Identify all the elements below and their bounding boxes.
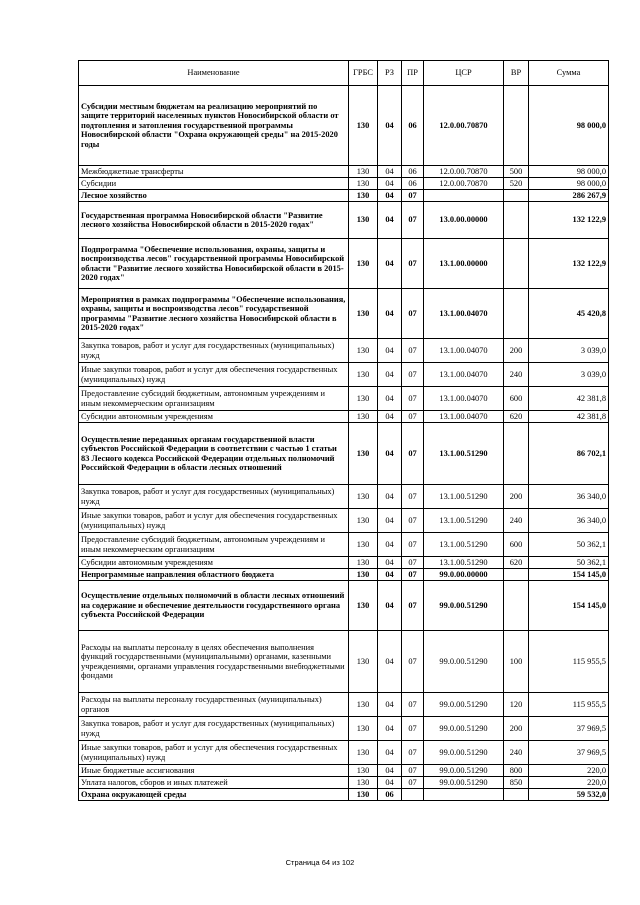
cell-pr: 07	[402, 777, 424, 789]
table-row	[79, 289, 609, 339]
cell-sum: 42 381,8	[529, 387, 609, 411]
cell-rz: 04	[378, 166, 402, 178]
cell-csr: 99.0.00.51290	[424, 777, 504, 789]
table-row	[79, 423, 609, 485]
header-vr: ВР	[504, 61, 529, 86]
cell-sum: 115 955,5	[529, 693, 609, 717]
cell-grbs: 130	[349, 423, 378, 485]
table-row	[79, 239, 609, 289]
cell-vr	[504, 569, 529, 581]
table-row	[79, 765, 609, 777]
cell-grbs: 130	[349, 631, 378, 693]
table-row	[79, 339, 609, 363]
cell-name: Иные закупки товаров, работ и услуг для обеспечения государственных (муниципальных) нужд	[79, 363, 349, 387]
table-row	[79, 557, 609, 569]
cell-pr: 06	[402, 86, 424, 166]
cell-name: Осуществление отдельных полномочий в области лесных отношений на содержание и обеспечение деятельности государственного органа субъекта Российской Федерации	[79, 581, 349, 631]
cell-sum: 42 381,8	[529, 411, 609, 423]
cell-vr: 200	[504, 339, 529, 363]
cell-pr: 07	[402, 581, 424, 631]
cell-rz: 04	[378, 339, 402, 363]
cell-pr: 07	[402, 339, 424, 363]
cell-csr: 13.1.00.51290	[424, 557, 504, 569]
cell-grbs: 130	[349, 693, 378, 717]
cell-grbs: 130	[349, 533, 378, 557]
cell-name: Субсидии местным бюджетам на реализацию мероприятий по защите территорий населенных пунктов Новосибирской области от подтопления и затопления государственной программы Новосибирской области "Охрана окружающей среды" на 2015-2020 годы	[79, 86, 349, 166]
cell-vr: 100	[504, 631, 529, 693]
cell-vr: 620	[504, 557, 529, 569]
cell-vr	[504, 789, 529, 801]
cell-csr: 12.0.00.70870	[424, 166, 504, 178]
table-row	[79, 693, 609, 717]
cell-name: Непрограммные направления областного бюджета	[79, 569, 349, 581]
cell-rz: 04	[378, 741, 402, 765]
cell-sum: 98 000,0	[529, 178, 609, 190]
table-row	[79, 717, 609, 741]
cell-rz: 04	[378, 485, 402, 509]
table-row	[79, 411, 609, 423]
table-row	[79, 202, 609, 239]
cell-pr: 07	[402, 387, 424, 411]
cell-pr: 07	[402, 423, 424, 485]
cell-pr: 07	[402, 363, 424, 387]
table-row	[79, 581, 609, 631]
cell-csr: 99.0.00.00000	[424, 569, 504, 581]
cell-name: Предоставление субсидий бюджетным, автономным учреждениям и иным некоммерческим организациям	[79, 387, 349, 411]
cell-grbs: 130	[349, 765, 378, 777]
cell-pr: 07	[402, 557, 424, 569]
cell-vr: 240	[504, 509, 529, 533]
cell-vr: 120	[504, 693, 529, 717]
cell-vr	[504, 581, 529, 631]
cell-name: Охрана окружающей среды	[79, 789, 349, 801]
cell-csr: 13.1.00.04070	[424, 339, 504, 363]
header-pr: ПР	[402, 61, 424, 86]
cell-sum: 98 000,0	[529, 166, 609, 178]
cell-sum: 37 969,5	[529, 741, 609, 765]
cell-name: Закупка товаров, работ и услуг для государственных (муниципальных) нужд	[79, 485, 349, 509]
cell-grbs: 130	[349, 581, 378, 631]
cell-csr: 13.0.00.00000	[424, 202, 504, 239]
cell-pr: 07	[402, 190, 424, 202]
cell-sum: 220,0	[529, 765, 609, 777]
cell-sum: 50 362,1	[529, 533, 609, 557]
cell-sum: 132 122,9	[529, 239, 609, 289]
cell-pr: 06	[402, 166, 424, 178]
cell-csr: 99.0.00.51290	[424, 717, 504, 741]
cell-vr	[504, 289, 529, 339]
page-number: Страница 64 из 102	[285, 858, 355, 867]
cell-rz: 04	[378, 202, 402, 239]
cell-name: Иные закупки товаров, работ и услуг для обеспечения государственных (муниципальных) нужд	[79, 741, 349, 765]
cell-vr: 600	[504, 533, 529, 557]
cell-pr: 07	[402, 741, 424, 765]
cell-rz: 04	[378, 190, 402, 202]
cell-sum: 154 145,0	[529, 569, 609, 581]
header-name: Наименование	[79, 61, 349, 86]
cell-grbs: 130	[349, 717, 378, 741]
cell-name: Расходы на выплаты персоналу государственных (муниципальных) органов	[79, 693, 349, 717]
cell-pr: 07	[402, 569, 424, 581]
cell-sum: 50 362,1	[529, 557, 609, 569]
cell-pr: 07	[402, 202, 424, 239]
cell-name: Субсидии автономным учреждениям	[79, 411, 349, 423]
cell-vr: 850	[504, 777, 529, 789]
cell-grbs: 130	[349, 239, 378, 289]
cell-rz: 04	[378, 411, 402, 423]
header-rz: РЗ	[378, 61, 402, 86]
cell-csr: 12.0.00.70870	[424, 178, 504, 190]
cell-name: Иные бюджетные ассигнования	[79, 765, 349, 777]
cell-csr	[424, 190, 504, 202]
cell-grbs: 130	[349, 789, 378, 801]
cell-rz: 04	[378, 289, 402, 339]
cell-grbs: 130	[349, 411, 378, 423]
table-row	[79, 631, 609, 693]
cell-vr: 200	[504, 717, 529, 741]
cell-csr: 13.1.00.00000	[424, 239, 504, 289]
cell-rz: 04	[378, 777, 402, 789]
cell-rz: 06	[378, 789, 402, 801]
cell-rz: 04	[378, 581, 402, 631]
cell-sum: 132 122,9	[529, 202, 609, 239]
cell-name: Мероприятия в рамках подпрограммы "Обеспечение использования, охраны, защиты и воспроизводства лесов" государственной программы "Развитие лесного хозяйства Новосибирской области в 2015-2020 годах"	[79, 289, 349, 339]
cell-pr: 07	[402, 631, 424, 693]
table-row	[79, 190, 609, 202]
cell-vr: 240	[504, 363, 529, 387]
cell-grbs: 130	[349, 339, 378, 363]
cell-name: Предоставление субсидий бюджетным, автономным учреждениям и иным некоммерческим организациям	[79, 533, 349, 557]
table-header-row	[79, 61, 609, 86]
cell-grbs: 130	[349, 178, 378, 190]
cell-rz: 04	[378, 239, 402, 289]
header-grbs: ГРБС	[349, 61, 378, 86]
cell-sum: 36 340,0	[529, 485, 609, 509]
cell-rz: 04	[378, 765, 402, 777]
cell-vr: 520	[504, 178, 529, 190]
table-row	[79, 166, 609, 178]
cell-grbs: 130	[349, 387, 378, 411]
cell-rz: 04	[378, 533, 402, 557]
cell-sum: 154 145,0	[529, 581, 609, 631]
cell-csr: 13.1.00.51290	[424, 485, 504, 509]
cell-vr: 240	[504, 741, 529, 765]
cell-name: Подпрограмма "Обеспечение использования, охраны, защиты и воспроизводства лесов" государственной программы Новосибирской области "Развитие лесного хозяйства Новосибирской области в 2015-2020 годах"	[79, 239, 349, 289]
cell-csr: 13.1.00.04070	[424, 289, 504, 339]
cell-rz: 04	[378, 387, 402, 411]
cell-pr: 07	[402, 239, 424, 289]
cell-name: Межбюджетные трансферты	[79, 166, 349, 178]
cell-name: Государственная программа Новосибирской области "Развитие лесного хозяйства Новосибирской области в 2015-2020 годах"	[79, 202, 349, 239]
cell-sum: 220,0	[529, 777, 609, 789]
cell-name: Закупка товаров, работ и услуг для государственных (муниципальных) нужд	[79, 339, 349, 363]
cell-sum: 45 420,8	[529, 289, 609, 339]
cell-vr: 600	[504, 387, 529, 411]
cell-csr: 13.1.00.04070	[424, 387, 504, 411]
cell-vr	[504, 239, 529, 289]
table-row	[79, 485, 609, 509]
cell-rz: 04	[378, 363, 402, 387]
cell-csr: 99.0.00.51290	[424, 693, 504, 717]
cell-grbs: 130	[349, 569, 378, 581]
cell-rz: 04	[378, 423, 402, 485]
cell-vr: 200	[504, 485, 529, 509]
header-sum: Сумма	[529, 61, 609, 86]
table-row	[79, 178, 609, 190]
cell-sum: 86 702,1	[529, 423, 609, 485]
cell-rz: 04	[378, 569, 402, 581]
cell-csr: 13.1.00.51290	[424, 423, 504, 485]
cell-grbs: 130	[349, 557, 378, 569]
cell-csr: 99.0.00.51290	[424, 631, 504, 693]
cell-rz: 04	[378, 86, 402, 166]
cell-name: Субсидии	[79, 178, 349, 190]
cell-pr: 07	[402, 765, 424, 777]
cell-vr	[504, 86, 529, 166]
cell-vr: 500	[504, 166, 529, 178]
cell-pr: 06	[402, 178, 424, 190]
cell-name: Осуществление переданных органам государственной власти субъектов Российской Федерации в соответствии с частью 1 статьи 83 Лесного кодекса Российской Федерации отдельных полномочий Российской Федерации в области лесных отношений	[79, 423, 349, 485]
cell-rz: 04	[378, 178, 402, 190]
cell-sum: 59 532,0	[529, 789, 609, 801]
cell-rz: 04	[378, 557, 402, 569]
table-row	[79, 509, 609, 533]
cell-pr: 07	[402, 717, 424, 741]
cell-csr: 13.1.00.04070	[424, 411, 504, 423]
cell-sum: 286 267,9	[529, 190, 609, 202]
table-row	[79, 533, 609, 557]
cell-rz: 04	[378, 717, 402, 741]
cell-grbs: 130	[349, 86, 378, 166]
cell-grbs: 130	[349, 777, 378, 789]
cell-csr	[424, 789, 504, 801]
cell-vr	[504, 423, 529, 485]
cell-grbs: 130	[349, 289, 378, 339]
cell-csr: 99.0.00.51290	[424, 741, 504, 765]
cell-vr	[504, 202, 529, 239]
cell-name: Иные закупки товаров, работ и услуг для обеспечения государственных (муниципальных) нужд	[79, 509, 349, 533]
cell-grbs: 130	[349, 363, 378, 387]
cell-name: Уплата налогов, сборов и иных платежей	[79, 777, 349, 789]
cell-vr: 620	[504, 411, 529, 423]
table-row	[79, 777, 609, 789]
table-row	[79, 569, 609, 581]
table-row	[79, 387, 609, 411]
table-row	[79, 86, 609, 166]
cell-rz: 04	[378, 509, 402, 533]
cell-rz: 04	[378, 631, 402, 693]
cell-grbs: 130	[349, 202, 378, 239]
cell-csr: 99.0.00.51290	[424, 581, 504, 631]
header-csr: ЦСР	[424, 61, 504, 86]
cell-grbs: 130	[349, 741, 378, 765]
cell-csr: 13.1.00.04070	[424, 363, 504, 387]
cell-csr: 99.0.00.51290	[424, 765, 504, 777]
cell-pr: 07	[402, 509, 424, 533]
table-row	[79, 741, 609, 765]
cell-name: Расходы на выплаты персоналу в целях обеспечения выполнения функций государственными (муниципальными) органами, казенными учреждениями, органами управления государственными внебюджетными фондами	[79, 631, 349, 693]
cell-pr: 07	[402, 411, 424, 423]
table-row	[79, 789, 609, 801]
cell-sum: 37 969,5	[529, 717, 609, 741]
cell-name: Закупка товаров, работ и услуг для государственных (муниципальных) нужд	[79, 717, 349, 741]
budget-table	[78, 60, 609, 801]
table-row	[79, 363, 609, 387]
cell-name: Лесное хозяйство	[79, 190, 349, 202]
cell-name: Субсидии автономным учреждениям	[79, 557, 349, 569]
cell-vr	[504, 190, 529, 202]
cell-csr: 12.0.00.70870	[424, 86, 504, 166]
cell-csr: 13.1.00.51290	[424, 533, 504, 557]
cell-pr: 07	[402, 485, 424, 509]
cell-sum: 115 955,5	[529, 631, 609, 693]
cell-rz: 04	[378, 693, 402, 717]
cell-pr: 07	[402, 289, 424, 339]
cell-pr: 07	[402, 693, 424, 717]
cell-grbs: 130	[349, 509, 378, 533]
cell-grbs: 130	[349, 166, 378, 178]
cell-grbs: 130	[349, 485, 378, 509]
cell-sum: 3 039,0	[529, 363, 609, 387]
cell-sum: 3 039,0	[529, 339, 609, 363]
cell-sum: 36 340,0	[529, 509, 609, 533]
table-body	[79, 86, 609, 801]
cell-csr: 13.1.00.51290	[424, 509, 504, 533]
cell-pr	[402, 789, 424, 801]
cell-sum: 98 000,0	[529, 86, 609, 166]
cell-vr: 800	[504, 765, 529, 777]
cell-pr: 07	[402, 533, 424, 557]
cell-grbs: 130	[349, 190, 378, 202]
